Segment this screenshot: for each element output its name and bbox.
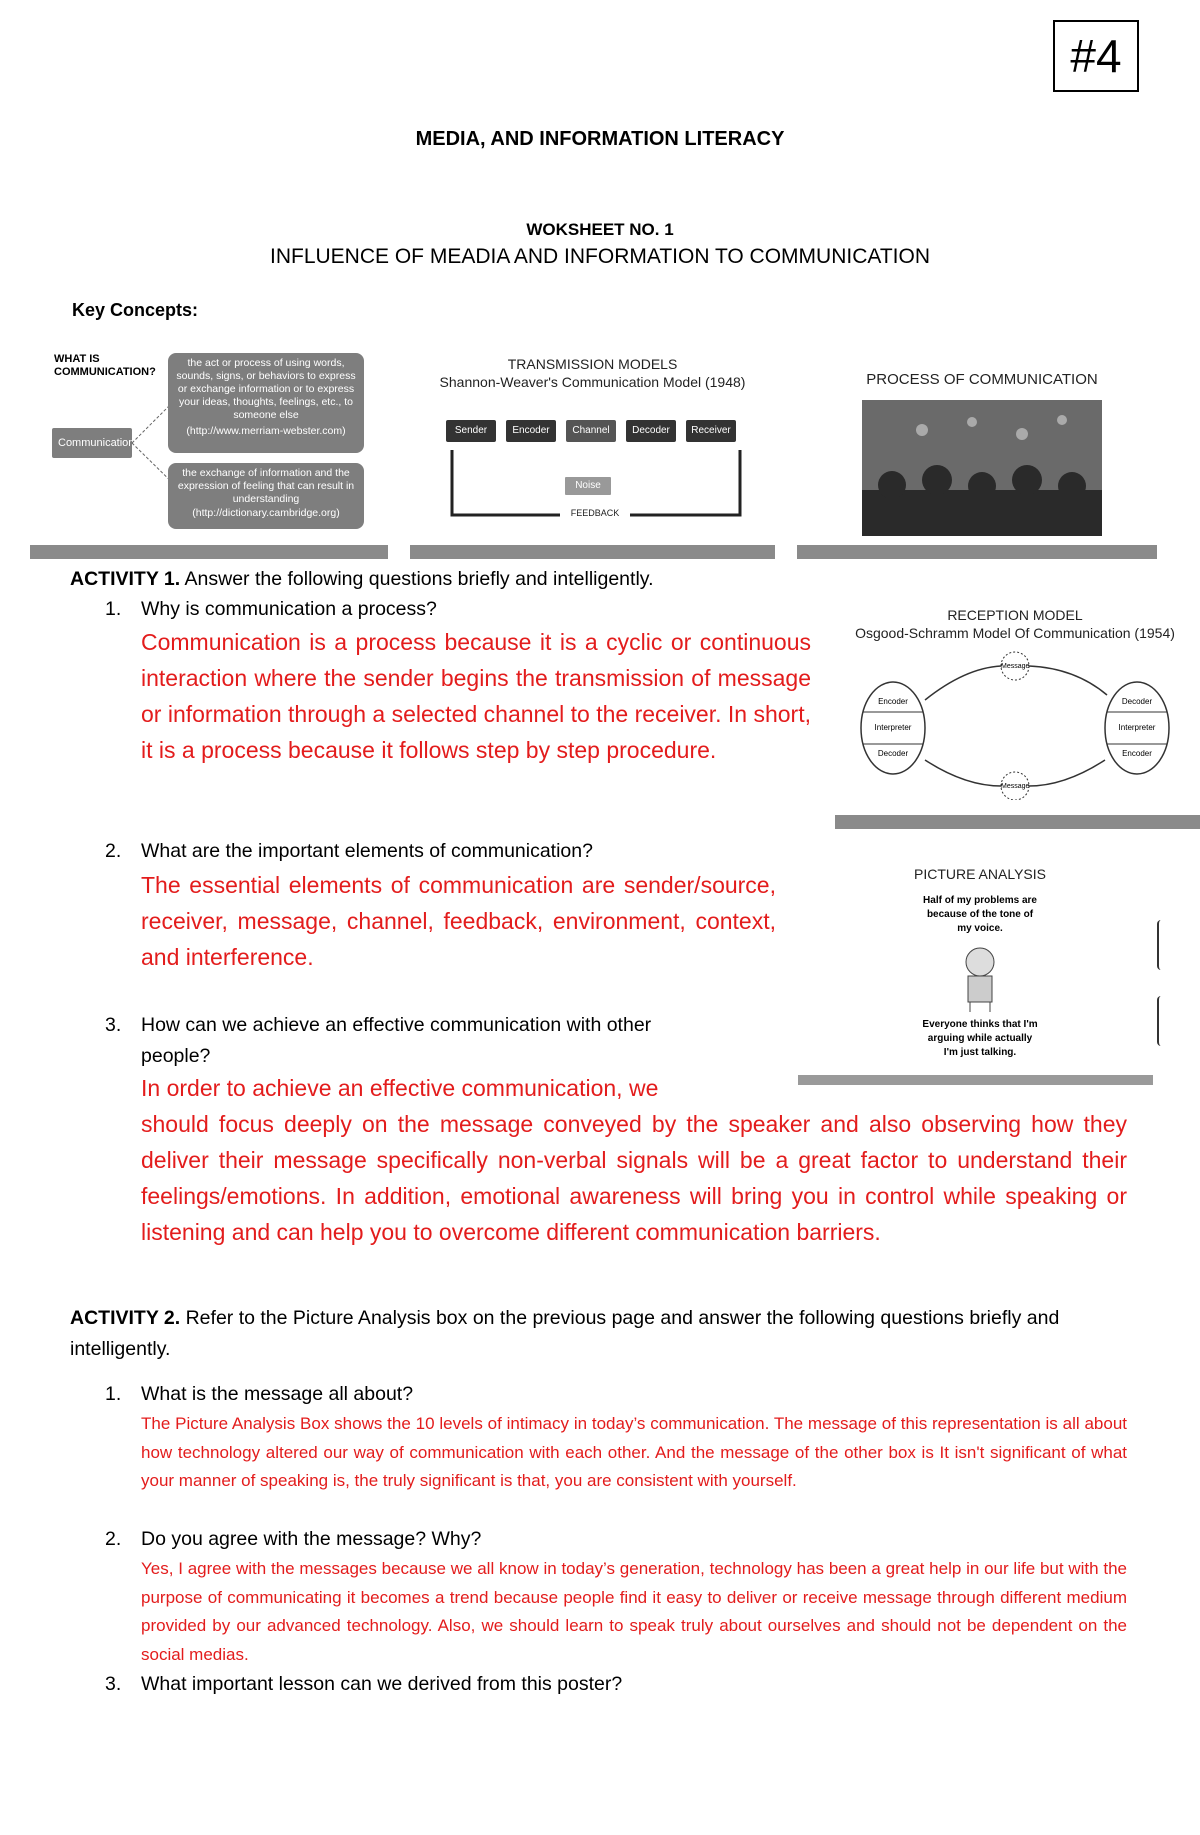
encoder-box: Encoder [506,420,556,442]
activity2-answer-1: The Picture Analysis Box shows the 10 levels of intimacy in today’s communication. The message of this representation is all about how technology altered our way of communication with each other. And the message of the other box is It isn't significant of what your manner of speaking is, the truly significant is that, you are consistent with yourself. [141,1414,1127,1490]
activity2-label: ACTIVITY 2. [70,1307,181,1329]
definition-merriam-source: (http://www.merriam-webster.com) [186,425,346,437]
page-number-badge: #4 [1053,20,1139,92]
transmission-model-figure [410,350,775,540]
receiver-box: Receiver [686,420,736,442]
picture-analysis-title: PICTURE ANALYSIS [913,866,1046,882]
activity2-heading [70,1303,1140,1365]
definition-cambridge [168,463,364,529]
picture-analysis-figure [835,860,1165,1080]
image-underline-1 [30,545,388,559]
image-underline-2 [410,545,775,559]
activity1-answer-3: should focus deeply on the message conveyed by the speaker and also observing how they deliver their message specifically non-verbal signals will be a great factor to understand their feelings/emotions. In addition, emotional awareness will bring you in control while speaking or listening and can help you to overcome different communication barriers. [141,1111,1127,1245]
document-title: MEDIA, AND INFORMATION LITERACY [415,128,785,150]
worksheet-number: WOKSHEET NO. 1 [526,220,674,239]
sender-box: Sender [446,420,496,442]
process-figure [832,365,1132,543]
reception-left-interpreter: Interpreter [874,723,912,732]
image-underline-5 [798,1075,1153,1085]
question-number: 3. [105,1673,122,1695]
question-number: 2. [105,1528,122,1550]
picture-analysis-top-text: Half of my problems are because of the tone of my voice. [923,895,1037,934]
definition-merriam [168,353,364,453]
activity1-answer-1: Communication is a process because it is a cyclic or continuous interaction where the sender begins the transmission of message or information through a selected channel to the receiver. In short, it is a process because it follows step by step procedure. [141,629,811,763]
transmission-flow [446,420,746,444]
channel-box: Channel [566,420,616,442]
transmission-title: TRANSMISSION MODELS [507,356,678,372]
question-text: What are the important elements of communication? [141,840,593,862]
image-underline-4 [835,815,1200,829]
reception-right-interpreter: Interpreter [1118,723,1156,732]
activity2-question-1 [105,1383,413,1406]
reception-message-bottom: Message [1001,783,1030,790]
question-number: 2. [105,840,122,862]
right-edge-mark-1 [1157,920,1165,970]
activity2-instruction: Refer to the Picture Analysis box on the previous page and answer the following questions briefly and intelligently. [70,1307,1060,1360]
process-title: PROCESS OF COMMUNICATION [866,371,1098,388]
activity1-answer-3-line1: In order to achieve an effective communication, we [141,1075,659,1101]
definition-cambridge-source: (http://dictionary.cambridge.org) [192,507,340,519]
activity2-answer-2: Yes, I agree with the messages because we all know in today’s generation, technology has been a great help in our life but with the purpose of communicating it becomes a trend because people find it easy to deliver or receive message through different medium provided by our advanced technology. Also, we should learn to speak truly about ourselves and should not be dependent on the social medias. [141,1559,1127,1664]
activity1-label: ACTIVITY 1. [70,568,181,590]
person-icon [955,942,1005,1012]
feedback-label: FEEDBACK [560,508,630,518]
reception-right-encoder: Encoder [1122,749,1152,758]
reception-left-decoder: Decoder [877,749,909,758]
reception-title: RECEPTION MODEL [947,607,1083,623]
noise-box: Noise [565,477,611,495]
image-underline-3 [797,545,1157,559]
activity2-question-3 [105,1673,622,1696]
worksheet-subtitle: INFLUENCE OF MEADIA AND INFORMATION TO COMMUNICATION [270,245,930,268]
activity1-question-3 [105,1010,725,1072]
activity2-question-2 [105,1528,481,1551]
key-concepts-label: Key Concepts: [72,300,199,320]
silhouette-icon [862,400,1102,536]
question-number: 1. [105,598,122,620]
question-number: 3. [105,1014,122,1036]
picture-analysis-bottom-text: Everyone thinks that I'm arguing while actually I'm just talking. [922,1019,1038,1058]
definition-merriam-text: the act or process of using words, sounds, signs, or behaviors to express or exchange information or to express your ideas, thoughts, feelings, etc., to someone else [176,357,356,421]
question-text: What is the message all about? [141,1383,414,1405]
reception-message-top: Message [1001,663,1030,670]
transmission-subtitle: Shannon-Weaver's Communication Model (1948) [439,374,746,390]
what-is-communication-figure [30,345,388,535]
decoder-box: Decoder [626,420,676,442]
process-illustration [862,400,1102,536]
question-number: 1. [105,1383,122,1405]
reception-left-encoder: Encoder [878,697,908,706]
question-text: What important lesson can we derived from this poster? [141,1673,623,1695]
reception-right-decoder: Decoder [1121,697,1153,706]
question-text: How can we achieve an effective communication with other people? [141,1014,652,1067]
reception-model-figure [835,605,1195,805]
activity1-instruction: Answer the following questions briefly and intelligently. [184,568,654,590]
activity1-heading [70,568,654,591]
right-edge-mark-2 [1157,996,1165,1046]
question-text: Do you agree with the message? Why? [141,1528,482,1550]
communication-node: Communication [52,428,132,458]
activity1-question-1 [105,598,437,621]
definition-cambridge-text: the exchange of information and the expression of feeling that can result in understanding [177,467,355,505]
activity1-answer-2: The essential elements of communication are sender/source, receiver, message, channel, feedback, environment, context, and interference. [141,872,776,970]
what-is-label: WHAT IS COMMUNICATION? [54,353,156,378]
question-text: Why is communication a process? [141,598,437,620]
activity1-question-2 [105,840,593,863]
reception-subtitle: Osgood-Schramm Model Of Communication (1954) [855,625,1175,641]
